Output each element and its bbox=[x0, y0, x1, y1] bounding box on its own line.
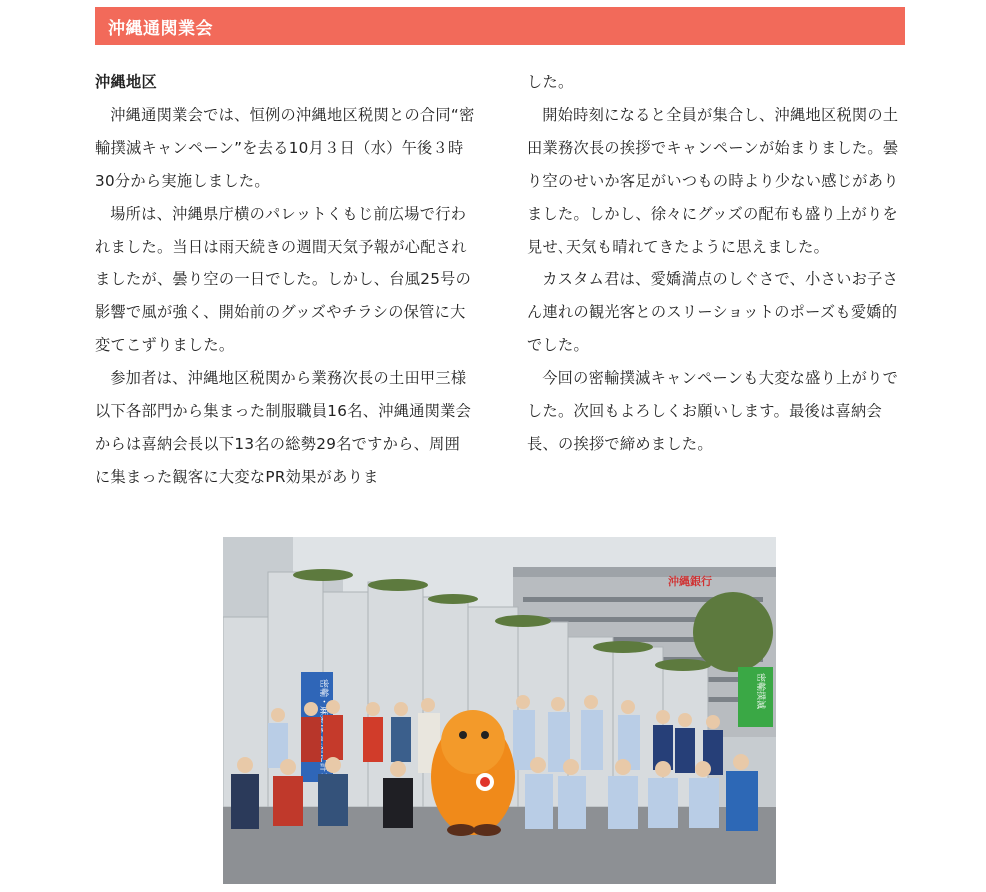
paragraph: 参加者は、沖縄地区税関から業務次長の土田甲三様以下各部門から集まった制服職員16名、沖縄通関業会からは喜納会長以下13名の総勢29名ですから、周囲に集まった観客に大変なPR効果がありま bbox=[95, 369, 472, 486]
article-subhead: 沖縄地区 bbox=[95, 73, 157, 91]
right-banner bbox=[738, 667, 773, 727]
article-left-column bbox=[95, 66, 475, 494]
event-group-photo bbox=[223, 537, 776, 884]
section-title: 沖縄通関業会 bbox=[108, 18, 213, 39]
left-banner-text: 密輸・麻薬は 絶対に許さない bbox=[318, 679, 328, 799]
article-right-column bbox=[527, 66, 907, 461]
right-banner-text: 密輸撲滅 bbox=[755, 673, 765, 710]
paragraph: カスタム君は、愛嬌満点のしぐさで、小さいお子さん連れの観光客とのスリーショットのポーズも愛嬌的でした。 bbox=[527, 270, 899, 355]
paragraph-continuation: した。 bbox=[527, 73, 574, 91]
paragraph: 沖縄通関業会では、恒例の沖縄地区税関との合同“密輸撲滅キャンペーン”を去る10月３日（水）午後３時30分から実施しました。 bbox=[95, 105, 475, 190]
section-header-bar bbox=[95, 7, 905, 45]
paragraph: 開始時刻になると全員が集合し、沖縄地区税関の土田業務次長の挨拶でキャンペーンが始まりました。曇り空のせいか客足がいつもの時より少ない感じがありました。しかし、徐々にグッズの配布も盛り上がりを見せ､天気も晴れてきたように思えました。 bbox=[527, 105, 899, 256]
building-sign-text: 沖縄銀行 bbox=[668, 575, 712, 588]
paragraph: 今回の密輸撲滅キャンペーンも大変な盛り上がりでした。次回もよろしくお願いします。最後は喜納会長、の挨拶で締めました。 bbox=[527, 369, 899, 453]
paragraph: 場所は、沖縄県庁横のパレットくもじ前広場で行われました。当日は雨天続きの週間天気予報が心配されましたが、曇り空の一日でした。しかし、台風25号の影響で風が強く、開始前のグッズやチラシの保管に大変てこずりました。 bbox=[95, 204, 472, 355]
